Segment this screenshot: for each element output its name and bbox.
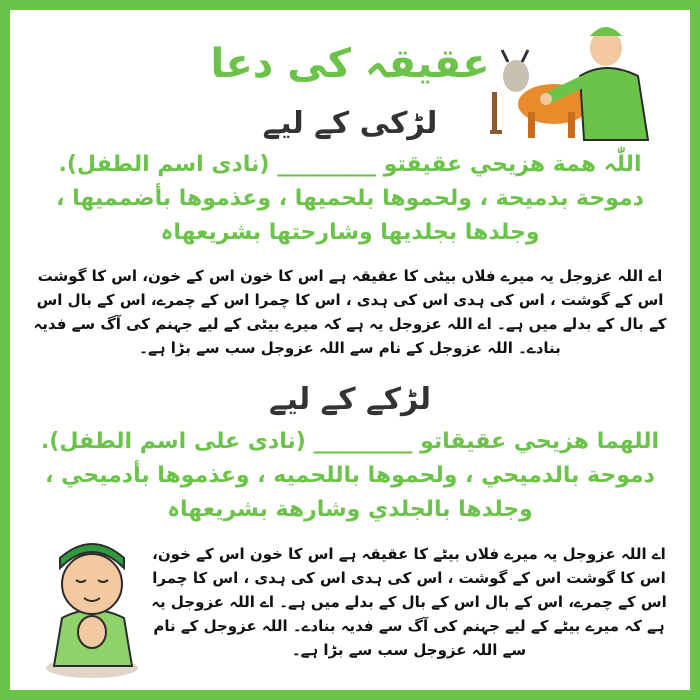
boy-arabic-dua: اللھما ھزیحي عقیقاتو _________ (نادی علی اسم الطفل). دموحة بالدمیحي ، ولحموھا باللحمیه ، وعذموھا بأدمیحي ، وجلدھا بالجلدي وشارھة بشریعھاہ <box>40 429 660 522</box>
praying-boy-illustration <box>36 528 146 678</box>
boy-urdu-translation: اے اللہ عزوجل یہ میرے فلاں بیٹے کا عقیقہ ہے اس کا خون اس کے خون، اس کا گوشت اس کے گوشت ، اس کی ہدی اس کی ہدی ، اس کا چمرا اس کے چمرے، اس کے بال اس کے بال کے بدلے میں ہے۔ اے اللہ عزوجل یہ ہے کہ میرے بیٹے کے لیے جہنم کی آگ سے فدیہ بنادے۔ اللہ عزوجل کے نام سے اللہ عزوجل سب سے بڑا ہے۔ <box>151 545 667 659</box>
page-title: عقیقہ کی دعا <box>210 41 490 87</box>
girl-heading: لڑکی کے لیے <box>262 106 438 141</box>
boy-heading: لڑکے کے لیے <box>269 382 431 417</box>
girl-urdu-translation: اے اللہ عزوجل یہ میرے فلاں بیٹی کا عقیقہ ہے اس کا خون اس کے خون، اس کا گوشت اس کے گوشت ، اس کی ہدی اس کی ہدی ، اس کا چمرا اس کے چمرے، اس کے بال اس کے بال کے بدلے میں ہے۔ اے اللہ عزوجل یہ ہے کہ میرے بیٹی کے لیے جہنم کی آگ سے فدیہ بنادے۔ اللہ عزوجل کے نام سے اللہ عزوجل سب سے بڑا ہے۔ <box>33 267 667 357</box>
girl-arabic-dua: اللّٰہ ھمة ھزیحي عقیقتو _________ (نادی اسم الطفل). دموحة بدمیحة ، ولحموھا بلحمیھا ، وعذموھا بأضممیھا ، وجلدھا بجلدیھا وشارحتھا بشریعھاہ <box>56 152 644 245</box>
